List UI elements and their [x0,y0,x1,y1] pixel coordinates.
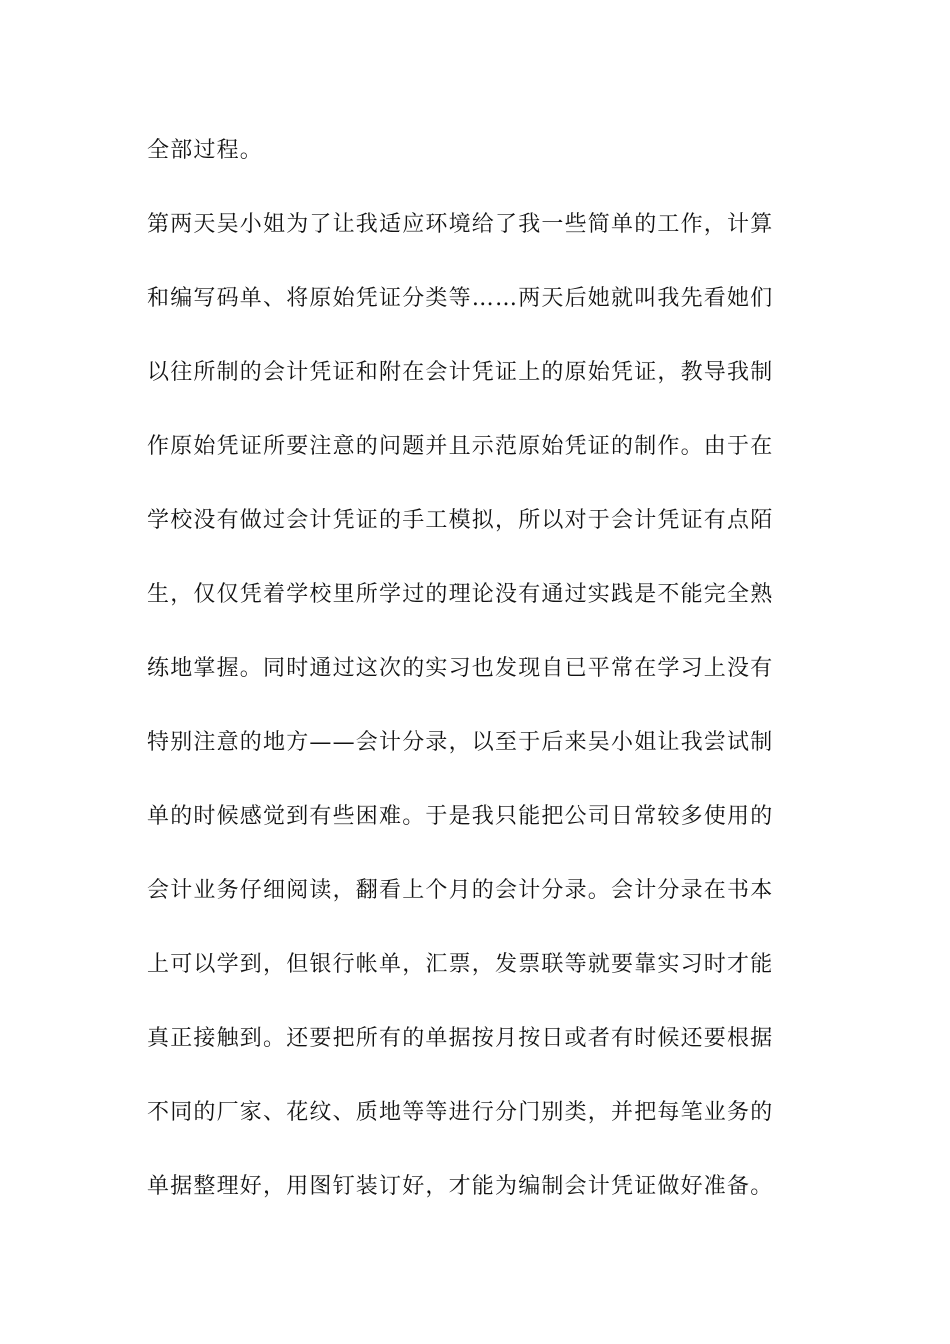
text-line: 以往所制的会计凭证和附在会计凭证上的原始凭证，教导我制 [147,360,774,385]
text-line: 单的时候感觉到有些困难。于是我只能把公司日常较多使用的 [147,804,774,829]
text-line: 特别注意的地方——会计分录，以至于后来吴小姐让我尝试制 [147,730,774,755]
text-line: 不同的厂家、花纹、质地等等进行分门别类，并把每笔业务的 [147,1100,774,1125]
text-line: 第两天吴小姐为了让我适应环境给了我一些简单的工作，计算 [147,212,774,237]
text-line: 学校没有做过会计凭证的手工模拟，所以对于会计凭证有点陌 [147,508,774,533]
text-line: 生，仅仅凭着学校里所学过的理论没有通过实践是不能完全熟 [147,582,774,607]
text-line: 上可以学到，但银行帐单，汇票，发票联等就要靠实习时才能 [147,952,774,977]
text-line: 单据整理好，用图钉装订好，才能为编制会计凭证做好准备。 [147,1174,774,1199]
text-line: 真正接触到。还要把所有的单据按月按日或者有时候还要根据 [147,1026,774,1051]
text-line: 练地掌握。同时通过这次的实习也发现自已平常在学习上没有 [147,656,774,681]
text-line: 作原始凭证所要注意的问题并且示范原始凭证的制作。由于在 [147,434,774,459]
text-line: 和编写码单、将原始凭证分类等……两天后她就叫我先看她们 [147,286,774,311]
text-line: 会计业务仔细阅读，翻看上个月的会计分录。会计分录在书本 [147,878,774,903]
text-line: 全部过程。 [147,138,264,163]
